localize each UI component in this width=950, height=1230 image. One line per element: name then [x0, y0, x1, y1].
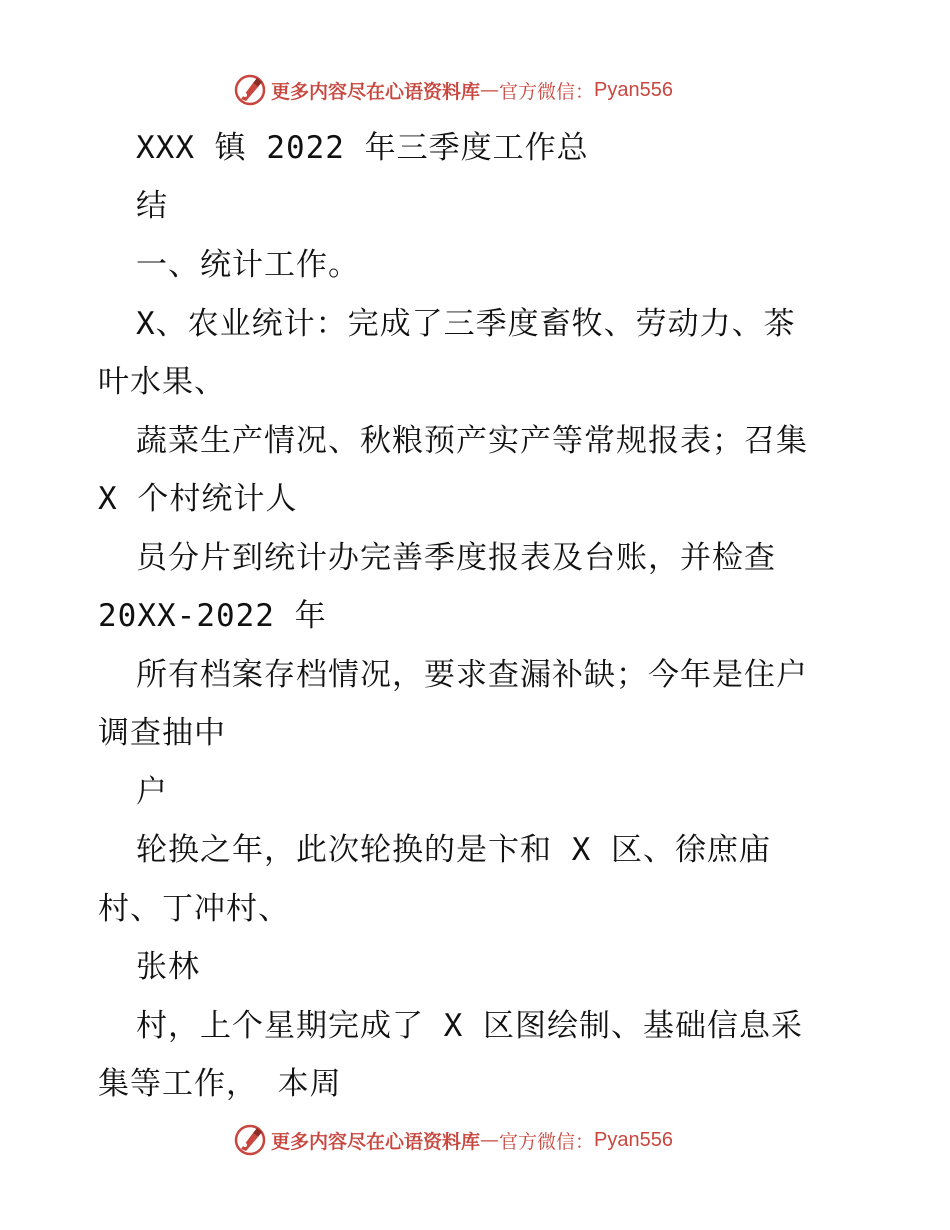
- footer-watermark-banner: [233, 1122, 673, 1158]
- doc-paragraph-line: 轮换之年，此次轮换的是卞和 X 区、徐庶庙: [136, 832, 771, 868]
- doc-title-line-1: XXX 镇 2022 年三季度工作总: [136, 130, 589, 166]
- doc-paragraph-line: X 个村统计人: [98, 481, 298, 517]
- watermark-wechat-id: Pyan556: [594, 78, 673, 101]
- doc-paragraph-line: 所有档案存档情况，要求查漏补缺；今年是住户: [136, 657, 808, 693]
- doc-paragraph-line: 蔬菜生产情况、秋粮预产实产等常规报表；召集: [136, 423, 808, 459]
- pen-logo-icon: [233, 73, 267, 107]
- doc-paragraph-line: 叶水果、: [98, 364, 226, 400]
- watermark-wechat-id: Pyan556: [594, 1128, 673, 1151]
- pen-logo-icon: [233, 1123, 267, 1157]
- header-watermark-banner: [233, 72, 673, 108]
- doc-paragraph-line: X、农业统计：完成了三季度畜牧、劳动力、茶: [136, 306, 796, 342]
- watermark-separator: —: [480, 79, 500, 101]
- watermark-separator: —: [480, 1129, 500, 1151]
- doc-paragraph-line: 20XX-2022 年: [98, 598, 327, 634]
- doc-paragraph-line: 张林: [136, 949, 200, 985]
- watermark-text: 更多内容尽在心语资料库: [271, 1130, 481, 1153]
- doc-paragraph-line: 村，上个星期完成了 X 区图绘制、基础信息采: [136, 1008, 803, 1044]
- watermark-text: 更多内容尽在心语资料库: [271, 80, 481, 103]
- doc-paragraph-line: 村、丁冲村、: [98, 891, 290, 927]
- watermark-wechat-label: 官方微信：: [499, 1130, 595, 1153]
- doc-section-heading: 一、统计工作。: [136, 247, 360, 283]
- doc-paragraph-line: 调查抽中: [98, 715, 226, 751]
- doc-title-line-2: 结: [136, 188, 168, 224]
- doc-paragraph-line: 员分片到统计办完善季度报表及台账，并检查: [136, 540, 776, 576]
- watermark-wechat-label: 官方微信：: [499, 80, 595, 103]
- doc-paragraph-line: 集等工作， 本周: [98, 1066, 342, 1102]
- doc-paragraph-line: 户: [136, 774, 168, 810]
